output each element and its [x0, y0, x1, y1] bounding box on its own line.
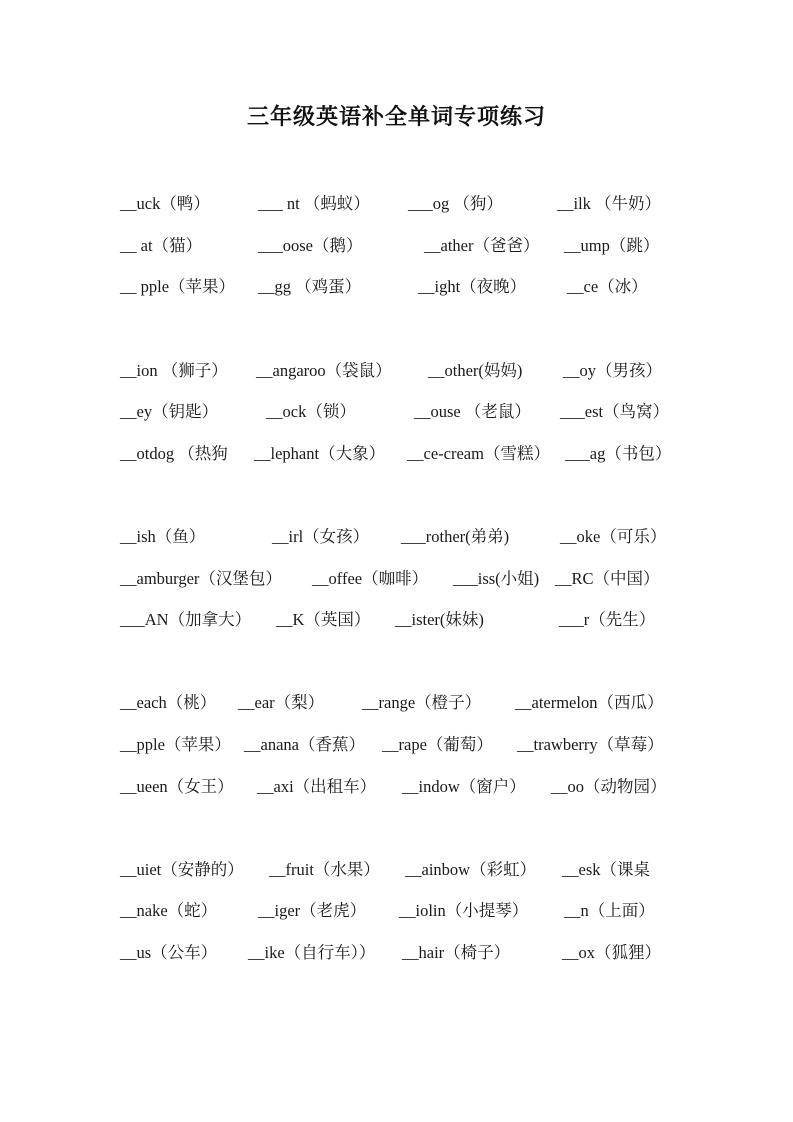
exercise-item: ___rother(弟弟)	[401, 527, 510, 546]
exercise-item: __ainbow（彩虹）	[405, 860, 537, 879]
exercise-item: ___oose（鹅）	[258, 236, 363, 255]
exercise-row	[0, 565, 793, 591]
exercise-row	[0, 606, 793, 632]
exercise-item: __ce-cream（雪糕）	[407, 444, 550, 463]
exercise-item: __angaroo（袋鼠）	[256, 361, 392, 380]
exercise-item: __esk（课桌	[562, 860, 650, 879]
exercise-item: __amburger（汉堡包）	[120, 569, 282, 588]
exercise-item: __each（桃）	[120, 693, 217, 712]
exercise-item: __K（英国）	[276, 610, 371, 629]
exercise-item: __ilk （牛奶）	[557, 194, 662, 213]
exercise-item: __iolin（小提琴）	[399, 901, 529, 920]
exercise-item: __us（公车）	[120, 943, 218, 962]
exercise-item: __uiet（安静的）	[120, 860, 244, 879]
exercise-row	[0, 232, 793, 258]
exercise-item: __ish（鱼）	[120, 527, 206, 546]
page-title: 三年级英语补全单词专项练习	[246, 105, 546, 130]
exercise-item: __hair（椅子）	[402, 943, 511, 962]
exercise-row	[0, 357, 793, 383]
exercise-item: ___est（鸟窝）	[560, 402, 670, 421]
exercise-row	[0, 190, 793, 216]
exercise-item: __anana（香蕉）	[244, 735, 365, 754]
exercise-row	[0, 398, 793, 424]
exercise-item: __indow（窗户）	[402, 777, 526, 796]
exercise-item: __ox（狐狸）	[562, 943, 661, 962]
exercise-item: __ouse （老鼠）	[414, 402, 531, 421]
exercise-item: __ister(妹妹)	[395, 610, 484, 629]
exercise-item: __ather（爸爸）	[424, 236, 540, 255]
exercise-item: __ey（钥匙）	[120, 402, 219, 421]
exercise-item: __pple（苹果）	[120, 735, 231, 754]
exercise-item: ___ nt （蚂蚁）	[258, 194, 370, 213]
exercise-item: __n（上面）	[564, 901, 655, 920]
exercise-row	[0, 440, 793, 466]
exercise-item: __uck（鸭）	[120, 194, 210, 213]
exercise-item: __axi（出租车）	[257, 777, 377, 796]
exercise-row	[0, 689, 793, 715]
exercise-row	[0, 273, 793, 299]
exercise-item: __other(妈妈)	[428, 361, 523, 380]
exercise-row	[0, 897, 793, 923]
exercise-item: __ion （狮子）	[120, 361, 228, 380]
exercise-item: ___ag（书包）	[565, 444, 672, 463]
exercise-item: __trawberry（草莓）	[517, 735, 664, 754]
exercise-row	[0, 773, 793, 799]
exercise-item: __ at（猫）	[120, 236, 203, 255]
exercise-item: __ock（锁）	[266, 402, 356, 421]
exercise-item: __oy（男孩）	[563, 361, 662, 380]
exercise-item: __ce（冰）	[567, 277, 648, 296]
exercise-item: __ike（自行车））	[248, 943, 376, 962]
exercise-item: __ pple（苹果）	[120, 277, 236, 296]
exercise-item: __oke（可乐）	[560, 527, 667, 546]
exercise-item: __RC（中国）	[555, 569, 660, 588]
exercise-item: __ueen（女王）	[120, 777, 234, 796]
exercise-item: __nake（蛇）	[120, 901, 218, 920]
exercise-item: ___r（先生）	[559, 610, 656, 629]
exercise-item: __ear（梨）	[238, 693, 325, 712]
exercise-item: __irl（女孩）	[272, 527, 370, 546]
exercise-item: __lephant（大象）	[254, 444, 386, 463]
exercise-item: ___og （狗）	[408, 194, 503, 213]
exercise-item: __range（橙子）	[362, 693, 482, 712]
exercise-item: __atermelon（西瓜）	[515, 693, 664, 712]
exercise-item: __oo（动物园）	[551, 777, 667, 796]
exercise-item: __otdog （热狗	[120, 444, 228, 463]
exercise-item: __fruit（水果）	[269, 860, 380, 879]
exercise-item: __ight（夜晚）	[418, 277, 527, 296]
exercise-item: __ump（跳）	[564, 236, 660, 255]
exercise-item: __offee（咖啡）	[312, 569, 429, 588]
exercise-item: ___AN（加拿大）	[120, 610, 252, 629]
exercise-row	[0, 523, 793, 549]
exercise-item: ___iss(小姐)	[453, 569, 540, 588]
exercise-item: __gg （鸡蛋）	[258, 277, 362, 296]
exercise-item: __rape（葡萄）	[382, 735, 493, 754]
exercise-row	[0, 939, 793, 965]
exercise-row	[0, 731, 793, 757]
exercise-item: __iger（老虎）	[258, 901, 367, 920]
exercise-row	[0, 856, 793, 882]
